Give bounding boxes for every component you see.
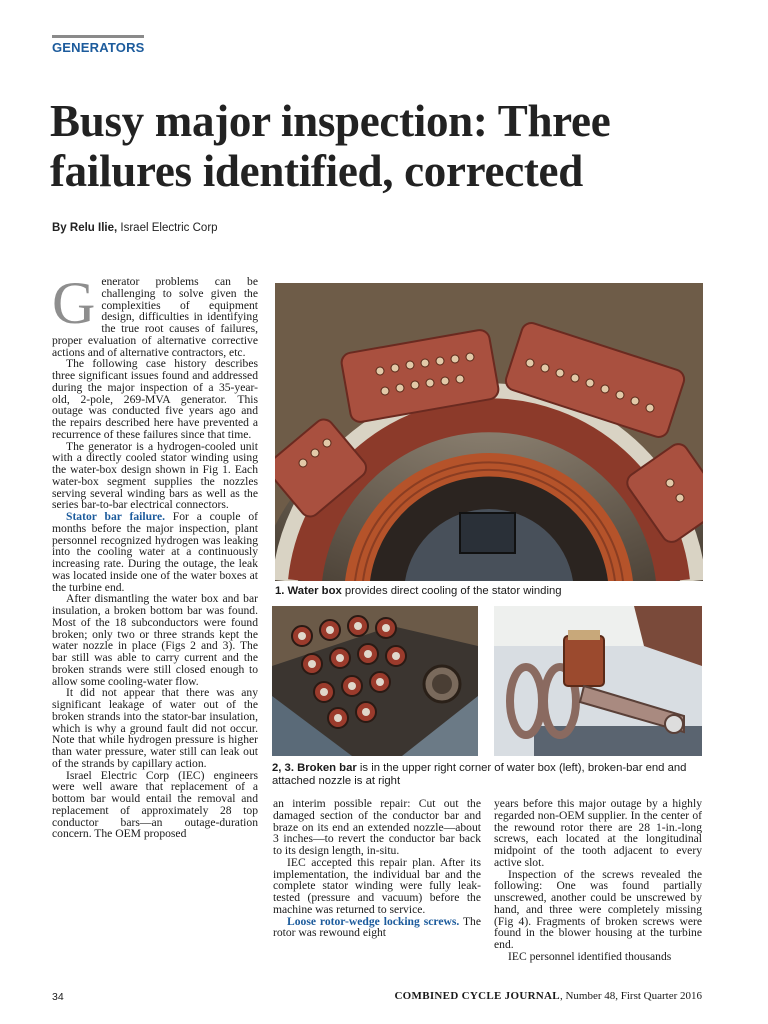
caption-label: 2, 3. Broken bar [272, 762, 357, 774]
section-tag: GENERATORS [52, 40, 145, 55]
journal-name: COMBINED CYCLE JOURNAL [394, 990, 560, 1002]
paragraph [52, 511, 258, 593]
broken-bar-end-illustration [494, 606, 702, 756]
subhead-stator-bar-failure: Stator bar failure. [66, 510, 165, 523]
paragraph: The following case history describes three significant issues found and addressed during the major inspection of a 35-year-old, 2-pole, 269-MVA generator. This outage was conducted five years ago and the repairs described here have prevented a recurrence of these failures since that time. [52, 357, 258, 441]
paragraph: After dismantling the water box and bar insulation, a broken bottom bar was found. Most of the 18 subconductors were found broken; only two or three strands kept the water nozzle in place (Figs 2 and 3). The bar still was able to carry current and the broken strands were still closed enough to allow some cooling-water flow. [52, 592, 258, 688]
section-rule [52, 35, 144, 38]
journal-issue: , Number 48, First Quarter 2016 [559, 990, 702, 1002]
paragraph: The generator is a hydrogen-cooled unit with a directly cooled stator winding using the water-box design shown in Fig 1. Each water-box segment supplies the nozzles serving several winding bars as well as the series bar-to-bar electrical connectors. [52, 439, 258, 512]
page-number: 34 [52, 991, 64, 1003]
dropcap: G [52, 270, 96, 336]
caption-text: provides direct cooling of the stator winding [341, 585, 562, 597]
figure-broken-bar-water-box [272, 606, 478, 756]
paragraph: an interim possible repair: Cut out the damaged section of the conductor bar and braze on its end an extended nozzle—about 3 inches—to revert the conductor bar back to its design length, in-situ. [273, 797, 481, 857]
byline [52, 222, 218, 234]
article-column-1 [52, 270, 258, 841]
paragraph-text: enerator problems can be challenging to solve given the complexities of equipment design, difficulties in identifying the true root causes of failures, proper evaluation of alternative corrective actions and of alternative contractors, etc. [52, 275, 258, 359]
paragraph: Inspection of the screws revealed the following: One was found partially unscrewed, another could be unscrewed by hand, and three were completely missing (Fig 4). Fragments of broken screws were found in the blower housing at the turbine end. [494, 867, 702, 951]
subhead-rotor-wedge-screws: Loose rotor-wedge locking screws. [287, 914, 460, 928]
caption-figures-2-3 [272, 762, 704, 788]
article-column-3 [494, 798, 702, 963]
byline-org: Israel Electric Corp [120, 222, 218, 234]
paragraph [273, 916, 481, 940]
article-column-2 [273, 798, 481, 939]
paragraph-text: The rotor was rewound eight [273, 914, 481, 940]
headline [50, 96, 730, 196]
byline-author: Relu Ilie, [69, 222, 118, 234]
headline-line2: failures identified, corrected [50, 146, 583, 196]
headline-line1: Busy major inspection: Three [50, 96, 611, 146]
footer-journal [394, 990, 702, 1002]
paragraph: IEC accepted this repair plan. After its implementation, the individual bar and the complete stator winding were fully leak-tested (pressure and vacuum) before the machine was returned to service. [273, 855, 481, 916]
paragraph-text: For a couple of months before the major inspection, plant personnel recognized hydrogen was leaking into the cooling water at a continuously increasing rate. During the outage, the leak was located inside one of the water boxes at the turbine end. [52, 510, 258, 594]
figure-broken-bar-end [494, 606, 702, 756]
paragraph: years before this major outage by a highly regarded non-OEM supplier. In the center of the rewound rotor there are 28 1-in.-long screws, each located at the longitudinal midpoint of the tooth adjacent to every active slot. [494, 797, 702, 869]
paragraph: IEC personnel identified thousands [508, 949, 672, 963]
figure-water-box-photo [275, 283, 703, 581]
water-box-illustration [275, 283, 703, 581]
caption-text: is in the upper right corner of water box (left), broken-bar end and attached nozzle is at right [272, 762, 687, 787]
paragraph: It did not appear that there was any significant leakage of water out of the broken strands into the stator-bar insulation, which is why a ground fault did not occur. Note that while hydrogen pressure is higher than water pressure, water still can leak out of the strands by capillary action. [52, 686, 258, 770]
byline-prefix: By [52, 222, 67, 234]
broken-bar-illustration [272, 606, 478, 756]
paragraph-intro [52, 270, 258, 359]
paragraph: Israel Electric Corp (IEC) engineers were well aware that replacement of a bottom bar would entail the removal and replacement of approximately 28 top conductor bars—an outage-duration concern. The OEM proposed [52, 768, 258, 841]
caption-label: 1. Water box [275, 585, 342, 597]
caption-figure-1 [275, 585, 703, 598]
